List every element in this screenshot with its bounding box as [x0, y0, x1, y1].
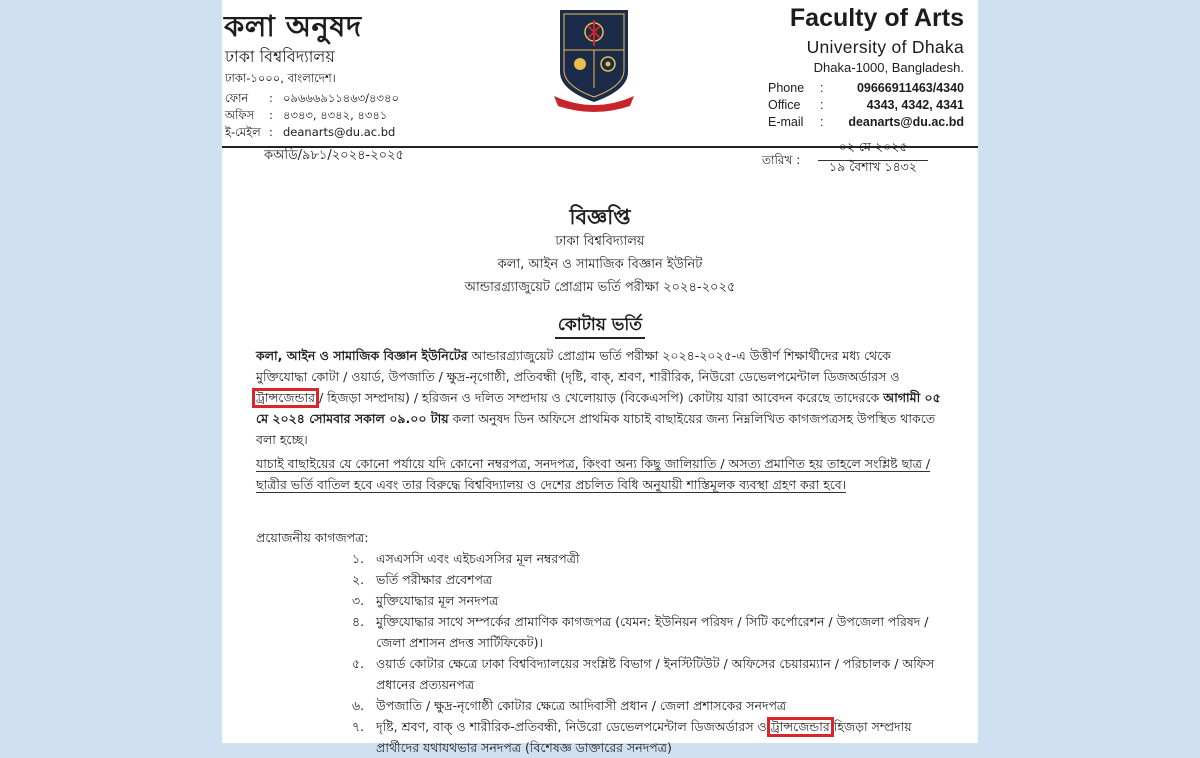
date-bangla-calendar: ১৯ বৈশাখ ১৪৩২	[829, 159, 917, 174]
contact-office-english: Office : 4343, 4342, 4341	[768, 98, 964, 112]
memo-reference: কঅডি/৯৮১/২০২৪-২০২৫	[264, 148, 404, 163]
date-label: তারিখ :	[762, 153, 801, 167]
paragraph-instructions: কলা, আইন ও সামাজিক বিজ্ঞান ইউনিটের আন্ডারগ্র্যাজুয়েট প্রোগ্রাম ভর্তি পরীক্ষা ২০২৪-২০২৫-এ উত্তীর্ণ শিক্ষার্থীদের মধ্য থেকে মুক্তিযোদ্ধা কোটা / ওয়ার্ড, উপজাতি / ক্ষুদ্র-নৃগোষ্ঠী, প্রতিবন্ধী (দৃষ্টি, বাক্, শ্রবণ, শারীরিক, নিউরো ডেভেলপমেন্টাল ডিজঅর্ডারস ও ট্রান্সজেন্ডার / হিজড়া সম্প্রদায়) / হরিজন ও দলিত সম্প্রদায় ও খেলোয়াড় (বিকেএসপি) কোটায় যারা আবেদন করেছে তাদেরকে আগামী ০৫ মে ২০২৪ সোমবার সকাল ০৯.০০ টায় কলা অনুষদ ডিন অফিসে প্রাথমিক যাচাই বাছাইয়ের জন্য নিম্নলিখিত কাগজপত্রসহ উপস্থিত থাকতে বলা হচ্ছে।	[256, 348, 941, 447]
highlight-box	[767, 717, 834, 737]
contact-phone-english: Phone : 09666911463/4340	[768, 81, 964, 95]
requirements-heading: প্রয়োজনীয় কাগজপত্র:	[256, 530, 369, 545]
list-item: ৬. উপজাতি / ক্ষুদ্র-নৃগোষ্ঠী কোটার ক্ষেত্রে আদিবাসী প্রধান / জেলা প্রশাসকের সনদপত্র	[352, 698, 787, 713]
notice-unit: কলা, আইন ও সামাজিক বিজ্ঞান ইউনিট	[497, 257, 703, 272]
highlight-box	[252, 388, 319, 408]
list-item: ৪. মুক্তিযোদ্ধার সাথে সম্পর্কের প্রামাণিক কাগজপত্র (যেমন: ইউনিয়ন পরিষদ / সিটি কর্পোরেশন / উপজেলা পরিষদ / জেলা প্রশাসন প্রদত্ত সার্টিফিকেট)।	[352, 614, 929, 650]
faculty-name-bangla: কলা অনুষদ	[224, 9, 362, 43]
address-english: Dhaka-1000, Bangladesh.	[813, 60, 964, 75]
list-item: ৩. মুক্তিযোদ্ধার মূল সনদপত্র	[352, 593, 499, 608]
contact-phone-bangla: ফোন : ০৯৬৬৬৯১১৪৬৩/৪৩৪০	[225, 91, 399, 105]
notice-exam: আন্ডারগ্র্যাজুয়েট প্রোগ্রাম ভর্তি পরীক্ষা ২০২৪-২০২৫	[464, 280, 736, 295]
highlighted-word-transgender: ট্রান্সজেন্ডার	[256, 390, 316, 405]
faculty-name-english: Faculty of Arts	[789, 4, 964, 32]
contact-email-english: E-mail : deanarts@du.ac.bd	[768, 115, 964, 129]
notice-university: ঢাকা বিশ্ববিদ্যালয়	[555, 234, 645, 249]
university-name-english: University of Dhaka	[806, 37, 964, 57]
paragraph-warning: যাচাই বাছাইয়ের যে কোনো পর্যায়ে যদি কোনো নম্বরপত্র, সনদপত্র, কিংবা অন্য কিছু জালিয়াতি / অসত্য প্রমাণিত হয় তাহলে সংশ্লিষ্ট ছাত্র / ছাত্রীর ভর্তি বাতিল হবে এবং তার বিরুদ্ধে বিশ্ববিদ্যালয় ও দেশের প্রচলিত বিধি অনুযায়ী শাস্তিমূলক ব্যবস্থা গ্রহণ করা হবে।	[256, 456, 931, 492]
list-item: ৫. ওয়ার্ড কোটার ক্ষেত্রে ঢাকা বিশ্ববিদ্যালয়ের সংশ্লিষ্ট বিভাগ / ইনস্টিটিউট / অফিসের চেয়ারম্যান / পরিচালক / অফিস প্রধানের প্রত্যয়নপত্র	[352, 656, 935, 692]
notice-document	[222, 0, 978, 755]
list-item: ৭. দৃষ্টি, শ্রবণ, বাক্ ও শারীরিক-প্রতিবন্ধী, নিউরো ডেভেলপমেন্টাল ডিজঅর্ডারস ও ট্রান্সজেন্ডার হিজড়া সম্প্রদায় প্রার্থীদের যথাযথভার সনদপত্র (বিশেষজ্ঞ ডাক্তারের সনদপত্র)	[352, 719, 912, 755]
contact-email-bangla: ই-মেইল : deanarts@du.ac.bd	[225, 125, 396, 139]
highlighted-word-transgender-2: ট্রান্সজেন্ডার	[770, 719, 830, 734]
university-name-bangla: ঢাকা বিশ্ববিদ্যালয়	[225, 47, 335, 66]
date-english-calendar: ০২ মে ২০২৫	[818, 139, 928, 161]
address-bangla: ঢাকা-১০০০, বাংলাদেশ।	[225, 71, 336, 85]
notice-title: বিজ্ঞপ্তি	[569, 204, 631, 229]
contact-office-bangla: অফিস : ৪৩৪৩, ৪৩৪২, ৪৩৪১	[225, 108, 388, 122]
list-item: ২. ভর্তি পরীক্ষার প্রবেশপত্র	[352, 572, 493, 587]
list-item: ১. এসএসসি এবং এইচএসসির মূল নম্বরপত্রী	[352, 551, 580, 566]
section-title: কোটায় ভর্তি	[222, 312, 978, 340]
university-crest-icon	[550, 8, 638, 112]
